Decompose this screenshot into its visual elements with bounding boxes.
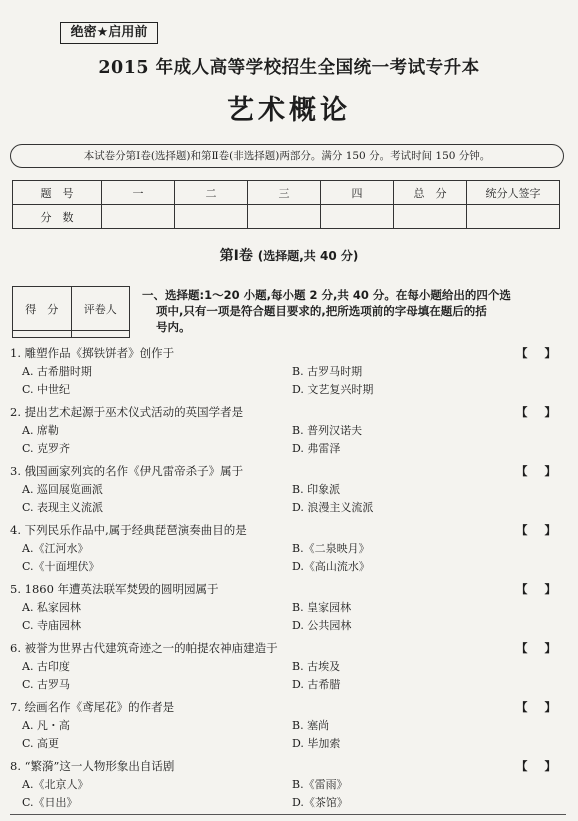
instructions-line: 号内。 [156, 320, 191, 334]
answer-bracket[interactable] [516, 698, 556, 716]
option-b: B. 塞尚 [292, 718, 330, 732]
option-d: D.《高山流水》 [292, 560, 370, 573]
option-d: D. 毕加索 [292, 737, 341, 750]
option-b: B. 古罗马时期 [292, 364, 363, 378]
option-d: D.《茶馆》 [292, 796, 348, 809]
option-d: D. 弗雷泽 [292, 442, 341, 455]
instructions-line: 一、选择题:1～20 小题,每小题 2 分,共 40 分。在每小题给出的四个选 [142, 288, 511, 302]
question-text: 4. 下列民乐作品中,属于经典琵琶演奏曲目的是 [10, 523, 247, 537]
option-c: C.《十面埋伏》 [22, 560, 100, 573]
option-c: C. 寺庙园林 [22, 619, 82, 632]
part-title [0, 245, 578, 265]
subject-title: 艺术概论 [227, 95, 351, 126]
bracket-left: 【 [516, 523, 528, 537]
question-stem [10, 462, 562, 480]
bracket-left: 【 [516, 405, 528, 419]
grader-name-label: 评卷人 [71, 287, 130, 331]
score-col-total: 总 分 [394, 181, 467, 205]
bracket-left: 【 [516, 582, 528, 596]
option-a: A.《江河水》 [22, 541, 89, 555]
question-stem [10, 521, 562, 539]
score-col-signature: 统分人签字 [467, 181, 560, 205]
score-cell[interactable] [467, 205, 560, 229]
score-col-3: 三 [248, 181, 321, 205]
bracket-right: 】 [544, 641, 556, 655]
bracket-right: 】 [544, 759, 556, 773]
bracket-right: 】 [544, 405, 556, 419]
grader-box [12, 286, 130, 338]
question-text: 6. 被誉为世界古代建筑奇迹之一的帕提农神庙建造于 [10, 641, 278, 655]
question-text: 1. 雕塑作品《掷铁饼者》创作于 [10, 346, 175, 360]
score-col-question-no: 题 号 [13, 181, 102, 205]
question-stem [10, 580, 562, 598]
option-d: D. 浪漫主义流派 [292, 501, 374, 514]
answer-bracket[interactable] [516, 403, 556, 421]
option-a: A. 古印度 [22, 659, 70, 673]
score-col-1: 一 [102, 181, 175, 205]
bracket-right: 】 [544, 464, 556, 478]
option-c: C. 克罗齐 [22, 442, 71, 455]
bracket-right: 】 [544, 700, 556, 714]
option-d: D. 公共园林 [292, 619, 352, 632]
answer-bracket[interactable] [516, 344, 556, 362]
score-cell[interactable] [321, 205, 394, 229]
option-b: B.《雷雨》 [292, 777, 348, 791]
option-d: D. 文艺复兴时期 [292, 383, 374, 396]
score-cell[interactable] [394, 205, 467, 229]
bottom-rule [10, 814, 566, 815]
question-text: 8. “繁漪”这一人物形象出自话剧 [10, 759, 175, 773]
question-stem [10, 344, 562, 362]
question-text: 7. 绘画名作《鸢尾花》的作者是 [10, 700, 175, 714]
grader-name-cell[interactable] [71, 331, 130, 338]
part-title-note: (选择题,共 40 分) [257, 249, 359, 263]
option-a: A.《北京人》 [22, 777, 89, 791]
answer-bracket[interactable] [516, 521, 556, 539]
bracket-right: 】 [544, 582, 556, 596]
option-a: A. 席勒 [22, 423, 59, 437]
section-instructions [142, 287, 552, 335]
answer-bracket[interactable] [516, 580, 556, 598]
option-c: C. 古罗马 [22, 678, 71, 691]
option-c: C. 表现主义流派 [22, 501, 104, 514]
question-text: 5. 1860 年遭英法联军焚毁的圆明园属于 [10, 582, 219, 596]
option-c: C.《日出》 [22, 796, 78, 809]
option-b: B. 古埃及 [292, 659, 341, 673]
score-cell[interactable] [175, 205, 248, 229]
score-cell[interactable] [248, 205, 321, 229]
option-b: B. 印象派 [292, 482, 341, 496]
score-table-score-row [13, 205, 560, 229]
score-col-4: 四 [321, 181, 394, 205]
bracket-left: 【 [516, 759, 528, 773]
option-a: A. 古希腊时期 [22, 364, 92, 378]
option-a: A. 私家园林 [22, 600, 81, 614]
option-a: A. 巡回展览画派 [22, 482, 103, 496]
option-d: D. 古希腊 [292, 678, 341, 691]
option-a: A. 凡・高 [22, 718, 70, 732]
answer-bracket[interactable] [516, 462, 556, 480]
question-stem [10, 698, 562, 716]
instructions-line: 项中,只有一项是符合题目要求的,把所选项前的字母填在题后的括 [156, 304, 487, 318]
grader-score-cell[interactable] [13, 331, 72, 338]
bracket-left: 【 [516, 700, 528, 714]
answer-bracket[interactable] [516, 639, 556, 657]
question-stem [10, 403, 562, 421]
option-b: B. 普列汉诺夫 [292, 423, 363, 437]
bracket-right: 】 [544, 523, 556, 537]
score-row-label: 分 数 [13, 205, 102, 229]
answer-bracket[interactable] [516, 757, 556, 775]
bracket-left: 【 [516, 346, 528, 360]
score-col-2: 二 [175, 181, 248, 205]
exam-title: 2015 年成人高等学校招生全国统一考试专升本 [98, 58, 480, 78]
question-stem [10, 639, 562, 657]
bracket-left: 【 [516, 641, 528, 655]
exam-notice: 本试卷分第Ⅰ卷(选择题)和第Ⅱ卷(非选择题)两部分。满分 150 分。考试时间 150 分钟。 [10, 144, 564, 168]
confidential-label: 绝密★启用前 [60, 22, 158, 44]
part-title-main: 第Ⅰ卷 [219, 248, 253, 264]
option-b: B.《二泉映月》 [292, 541, 370, 555]
option-b: B. 皇家园林 [292, 600, 352, 614]
question-text: 2. 提出艺术起源于巫术仪式活动的英国学者是 [10, 405, 244, 419]
score-cell[interactable] [102, 205, 175, 229]
bracket-right: 】 [544, 346, 556, 360]
score-table-header-row [13, 181, 560, 205]
option-c: C. 中世纪 [22, 383, 71, 396]
score-table [12, 180, 560, 229]
question-text: 3. 俄国画家列宾的名作《伊凡雷帝杀子》属于 [10, 464, 244, 478]
grader-score-label: 得 分 [13, 287, 72, 331]
bracket-left: 【 [516, 464, 528, 478]
question-stem [10, 757, 562, 775]
option-c: C. 高更 [22, 737, 60, 750]
